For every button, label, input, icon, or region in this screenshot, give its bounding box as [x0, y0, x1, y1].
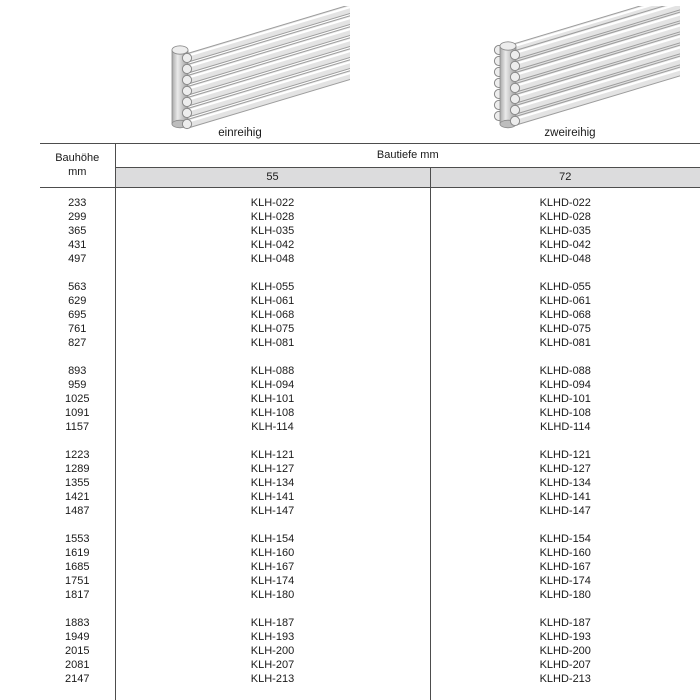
klhd-cell: KLHD-207: [539, 658, 591, 671]
klh-cell: KLH-042: [115, 239, 430, 253]
table-row: [40, 393, 700, 407]
table-row: [40, 491, 700, 505]
spacer-row: [40, 188, 700, 197]
table-row: [40, 449, 700, 463]
spacer-cell: [430, 435, 700, 449]
spacer-cell: [430, 267, 700, 281]
table-row: [40, 337, 700, 351]
table-body: [40, 188, 700, 700]
table-row: [40, 421, 700, 435]
klh-cell: KLH-207: [115, 659, 430, 673]
height-cell: 1883: [40, 617, 115, 631]
height-cell: 233: [40, 197, 115, 211]
spacer-cell: [40, 435, 115, 449]
klhd-cell: KLHD-068: [539, 308, 591, 321]
klhd-cell: KLHD-134: [539, 476, 591, 489]
height-cell: 497: [40, 253, 115, 267]
height-cell: 1817: [40, 589, 115, 603]
klhd-cell: KLHD-121: [539, 448, 591, 461]
klh-cell: KLH-200: [115, 645, 430, 659]
table-row: [40, 659, 700, 673]
spacer-cell: [430, 188, 700, 197]
klhd-cell: KLHD-048: [539, 252, 591, 265]
klh-cell: KLH-180: [115, 589, 430, 603]
klhd-cell: KLHD-167: [539, 560, 591, 573]
klhd-cell: KLHD-147: [539, 504, 591, 517]
table-row: [40, 323, 700, 337]
height-cell: 1223: [40, 449, 115, 463]
klh-cell: KLH-088: [115, 365, 430, 379]
spacer-cell: [115, 188, 430, 197]
height-cell: 2147: [40, 673, 115, 687]
klh-cell: KLH-022: [115, 197, 430, 211]
table-row: [40, 561, 700, 575]
klh-cell: KLH-114: [115, 421, 430, 435]
table-row: [40, 239, 700, 253]
klhd-cell: KLHD-061: [539, 294, 591, 307]
spacer-cell: [430, 351, 700, 365]
table-row: [40, 295, 700, 309]
col-header-depth-55: 55: [115, 168, 430, 188]
height-cell: 563: [40, 281, 115, 295]
height-cell: 893: [40, 365, 115, 379]
spacer-cell: [40, 519, 115, 533]
klhd-cell: KLHD-127: [539, 462, 591, 475]
height-cell: 1289: [40, 463, 115, 477]
klh-cell: KLH-147: [115, 505, 430, 519]
table-row: [40, 617, 700, 631]
klh-cell: KLH-187: [115, 617, 430, 631]
col-header-bauhoehe: [40, 144, 115, 188]
table-row: [40, 477, 700, 491]
klhd-cell: KLHD-154: [539, 532, 591, 545]
klh-cell: KLH-213: [115, 673, 430, 687]
height-cell: 299: [40, 211, 115, 225]
klhd-cell: KLHD-075: [539, 322, 591, 335]
table-row: [40, 673, 700, 687]
klh-cell: KLH-167: [115, 561, 430, 575]
klh-cell: KLH-068: [115, 309, 430, 323]
height-cell: 695: [40, 309, 115, 323]
height-cell: 2015: [40, 645, 115, 659]
bauhoehe-label: Bauhöhe: [55, 151, 100, 164]
klh-cell: KLH-075: [115, 323, 430, 337]
klh-cell: KLH-028: [115, 211, 430, 225]
table-row: [40, 505, 700, 519]
bauhoehe-unit: mm: [68, 165, 87, 178]
height-cell: 1553: [40, 533, 115, 547]
table-row: [40, 645, 700, 659]
radiator-double-row-icon: [460, 6, 680, 131]
height-cell: 431: [40, 239, 115, 253]
spacer-cell: [430, 519, 700, 533]
klhd-cell: KLHD-174: [539, 574, 591, 587]
height-cell: 1025: [40, 393, 115, 407]
klh-cell: KLH-174: [115, 575, 430, 589]
klhd-cell: KLHD-028: [539, 210, 591, 223]
height-cell: 365: [40, 225, 115, 239]
spacer-cell: [115, 687, 430, 700]
klh-cell: KLH-141: [115, 491, 430, 505]
klh-cell: KLH-048: [115, 253, 430, 267]
table-row: [40, 589, 700, 603]
spacer-row: [40, 687, 700, 700]
spacer-row: [40, 267, 700, 281]
klhd-cell: KLHD-022: [539, 196, 591, 209]
klhd-cell: KLHD-042: [539, 238, 591, 251]
spacer-cell: [115, 435, 430, 449]
spacer-row: [40, 603, 700, 617]
spacer-cell: [115, 351, 430, 365]
klhd-cell: KLHD-081: [539, 336, 591, 349]
spacer-row: [40, 519, 700, 533]
height-cell: 1487: [40, 505, 115, 519]
height-cell: 959: [40, 379, 115, 393]
spacer-cell: [40, 267, 115, 281]
table-row: [40, 533, 700, 547]
spacer-cell: [115, 519, 430, 533]
spacer-cell: [40, 351, 115, 365]
table-row: [40, 365, 700, 379]
klhd-cell: KLHD-055: [539, 280, 591, 293]
height-cell: 1355: [40, 477, 115, 491]
height-cell: 1949: [40, 631, 115, 645]
klh-cell: KLH-160: [115, 547, 430, 561]
spacer-cell: [40, 603, 115, 617]
illustration-label-zweireihig: zweireihig: [544, 127, 596, 139]
klhd-cell: KLHD-035: [539, 224, 591, 237]
klhd-cell: KLHD-193: [539, 630, 591, 643]
klhd-cell: KLHD-213: [539, 672, 591, 685]
height-cell: 761: [40, 323, 115, 337]
illustration-label-einreihig: einreihig: [218, 127, 262, 139]
klh-cell: KLH-094: [115, 379, 430, 393]
spacer-cell: [115, 603, 430, 617]
height-cell: 1421: [40, 491, 115, 505]
klhd-cell: KLHD-160: [539, 546, 591, 559]
klh-cell: KLH-061: [115, 295, 430, 309]
height-cell: 1619: [40, 547, 115, 561]
spacer-cell: [115, 267, 430, 281]
klhd-cell: KLHD-180: [539, 588, 591, 601]
table-row: [40, 253, 700, 267]
col-header-depth-72: 72: [430, 168, 700, 188]
table-row: [40, 547, 700, 561]
table-row: [40, 197, 700, 211]
klhd-cell: KLHD-141: [539, 490, 591, 503]
klh-cell: KLH-127: [115, 463, 430, 477]
height-cell: 1685: [40, 561, 115, 575]
table-row: [40, 211, 700, 225]
table-row: [40, 631, 700, 645]
height-cell: 1751: [40, 575, 115, 589]
klhd-cell: KLHD-088: [539, 364, 591, 377]
klh-cell: KLH-154: [115, 533, 430, 547]
klh-cell: KLH-108: [115, 407, 430, 421]
klhd-cell: KLHD-108: [539, 406, 591, 419]
height-cell: 827: [40, 337, 115, 351]
klh-cell: KLH-081: [115, 337, 430, 351]
klhd-cell: KLHD-101: [539, 392, 591, 405]
height-cell: 1091: [40, 407, 115, 421]
spacer-row: [40, 435, 700, 449]
height-cell: 2081: [40, 659, 115, 673]
table-row: [40, 575, 700, 589]
table-row: [40, 407, 700, 421]
table-row: [40, 379, 700, 393]
klhd-cell: KLHD-094: [539, 378, 591, 391]
spacer-cell: [430, 687, 700, 700]
radiator-single-row-icon: [130, 6, 350, 131]
model-table: [40, 143, 700, 700]
height-cell: 629: [40, 295, 115, 309]
height-cell: 1157: [40, 421, 115, 435]
table-row: [40, 281, 700, 295]
col-header-bautiefe: Bautiefe mm: [115, 144, 700, 168]
klh-cell: KLH-101: [115, 393, 430, 407]
klh-cell: KLH-035: [115, 225, 430, 239]
illustration-einreihig: [130, 6, 350, 140]
spacer-cell: [430, 603, 700, 617]
table-row: [40, 225, 700, 239]
klh-cell: KLH-055: [115, 281, 430, 295]
spacer-cell: [40, 687, 115, 700]
table-row: [40, 309, 700, 323]
klhd-cell: KLHD-114: [539, 420, 591, 433]
klh-cell: KLH-134: [115, 477, 430, 491]
illustration-zweireihig: [460, 6, 680, 140]
spacer-row: [40, 351, 700, 365]
table-row: [40, 463, 700, 477]
klhd-cell: KLHD-200: [539, 644, 591, 657]
klh-cell: KLH-121: [115, 449, 430, 463]
klhd-cell: KLHD-187: [539, 616, 591, 629]
klh-cell: KLH-193: [115, 631, 430, 645]
spacer-cell: [40, 188, 115, 197]
